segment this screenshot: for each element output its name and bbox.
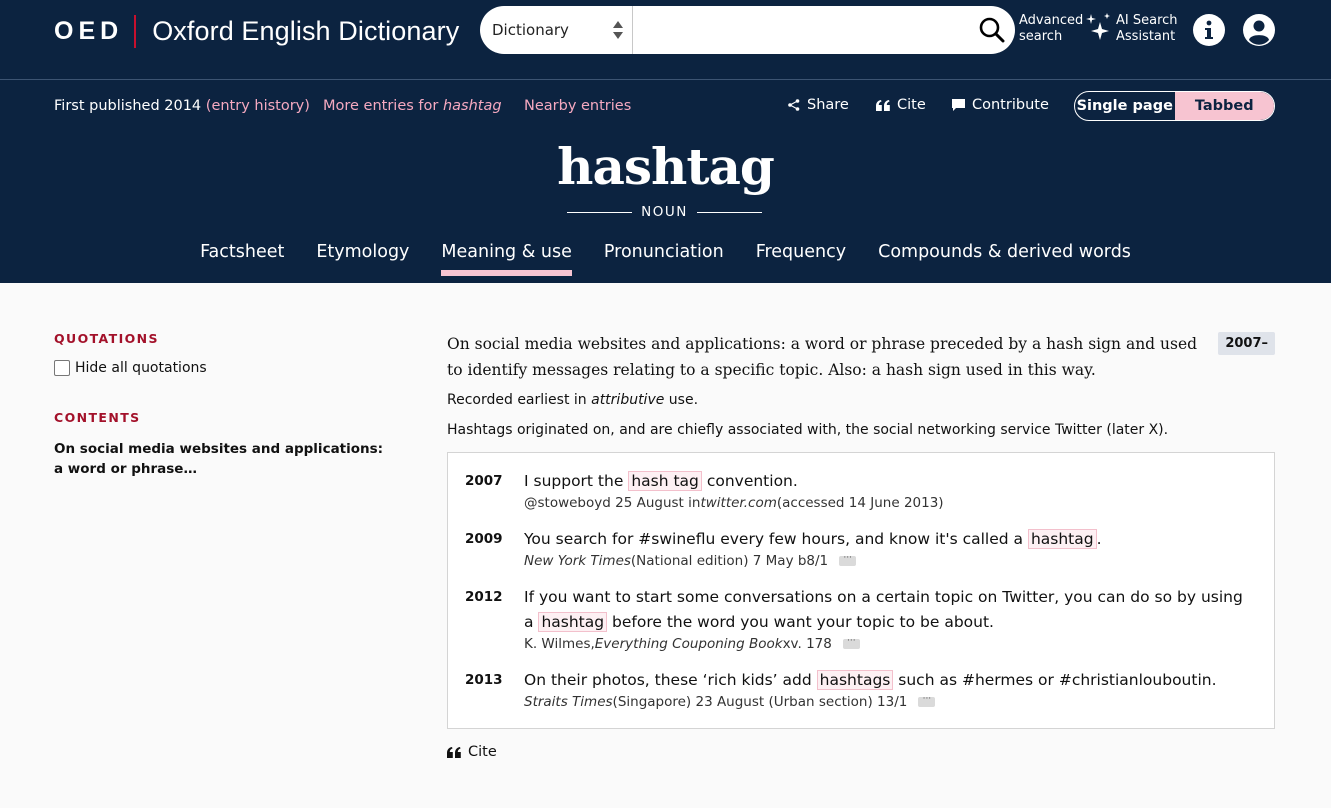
entry-header [0,80,1331,283]
tab-compounds[interactable]: Compounds & derived words [878,242,1131,262]
view-toggle [1074,91,1275,121]
logo-divider [134,15,136,48]
hide-quotations-label: Hide all quotations [75,360,207,376]
user-icon [1243,14,1275,46]
origin-note: Hashtags originated on, and are chiefly associated with, the social networking service Twitter (later X). [447,422,1169,438]
sparkle-icon [1085,12,1113,46]
search-input[interactable] [633,6,969,54]
search-icon [979,17,1005,43]
quote-icon [447,747,461,758]
quotation-text: On their photos, these ‘rich kids’ add hashtags such as #hermes or #christianlouboutin. [524,671,1217,689]
quotation-text: If you want to start some conversations on a certain topic on Twitter, you can do so by using a hashtag before the word you want your topic to be about. [524,588,1243,631]
more-entries-prefix: More entries for [323,98,439,114]
quotation-source: New York Times (National edition) 7 May b8/1 ··· [524,553,1257,569]
contribute-label: Contribute [972,97,1049,113]
meaning-section [447,331,1275,760]
sense-cite-label: Cite [468,744,497,760]
definition: On social media websites and applications: a word or phrase preceded by a hash sign and used to identify messages relating to a specific topic. Also: a hash sign used in this way. [447,335,1198,379]
quotation-row [465,585,1257,652]
advanced-search-line2: search [1019,29,1063,44]
quote-icon [876,100,890,111]
quotation-year: 2013 [465,672,503,688]
quotation-highlight: hash tag [628,471,702,491]
quotation-row [465,668,1257,710]
part-of-speech [567,204,762,220]
ai-search-assistant-link[interactable] [1085,12,1178,46]
quotation-source: @stoweboyd 25 August in twitter.com (accessed 14 June 2013) [524,495,944,511]
advanced-search-link[interactable] [1019,13,1083,45]
logo-name: Oxford English Dictionary [152,15,460,46]
hide-quotations-checkbox[interactable] [54,360,70,376]
quotation-year: 2007 [465,473,503,489]
tabbed-toggle[interactable]: Tabbed [1175,92,1275,120]
quotation-source: Straits Times (Singapore) 23 August (Urban section) 13/1 ··· [524,694,1257,710]
quotations-heading: QUOTATIONS [54,331,159,346]
search-scope-select[interactable] [480,6,633,54]
search-button[interactable] [969,6,1015,54]
quotation-highlight: hashtag [538,612,607,632]
contribute-button[interactable] [952,97,1049,113]
usage-note-post: use. [664,392,699,408]
tab-factsheet[interactable]: Factsheet [200,242,285,262]
first-published-text: First published 2014 [54,98,202,114]
oed-logo[interactable] [54,14,459,48]
quotation-row [465,527,1257,569]
first-published [54,98,310,114]
ai-search-line2: Assistant [1116,29,1176,44]
top-bar [0,0,1331,80]
single-page-toggle[interactable]: Single page [1076,98,1173,114]
contents-heading: CONTENTS [54,410,141,425]
info-button[interactable] [1193,14,1225,46]
quotation-text: I support the hash tag convention. [524,472,798,490]
tab-frequency[interactable]: Frequency [755,242,847,262]
date-range-badge[interactable]: 2007– [1218,332,1275,355]
quotation-year: 2009 [465,531,503,547]
comment-icon [952,99,965,111]
search-bar [480,6,1015,54]
quotation-year: 2012 [465,589,503,605]
expand-quotation-button[interactable]: ··· [839,556,856,566]
quotation-text: You search for #swineflu every few hours, and know it's called a hashtag . [524,530,1102,548]
more-entries-link[interactable] [323,98,502,114]
share-icon [788,99,800,111]
usage-note [447,392,1275,408]
expand-quotation-button[interactable]: ··· [843,639,860,649]
info-icon [1202,20,1216,40]
cite-label: Cite [897,97,926,113]
tab-meaning-and-use[interactable]: Meaning & use [441,242,572,276]
pos-rule-left [567,212,632,213]
quotation-highlight: hashtags [817,670,894,690]
more-entries-word: hashtag [442,98,502,114]
entry-tabs [0,242,1331,276]
cite-button[interactable] [876,97,926,113]
tab-etymology[interactable]: Etymology [316,242,410,262]
entry-history-link[interactable]: (entry history) [205,98,310,114]
quotation-row [465,469,1257,511]
quotations-box [447,452,1275,729]
hide-quotations-option[interactable] [54,360,384,376]
sense-cite-button[interactable] [447,744,1275,760]
sidebar [54,331,384,479]
advanced-search-line1: Advanced [1019,13,1084,28]
search-scope-value: Dictionary [492,21,569,39]
select-arrows-icon [613,21,623,39]
logo-mark: OED [54,16,124,45]
headword: hashtag [557,137,774,196]
contents-item[interactable]: On social media websites and applications: a word or phrase… [54,441,384,477]
pos-rule-right [697,212,762,213]
ai-search-line1: AI Search [1116,13,1178,28]
share-button[interactable] [788,97,849,113]
usage-note-pre: Recorded earliest in [447,392,592,408]
tab-pronunciation[interactable]: Pronunciation [603,242,724,262]
account-button[interactable] [1243,14,1275,46]
quotation-highlight: hashtag [1028,529,1097,549]
nearby-entries-link[interactable]: Nearby entries [524,98,632,114]
pos-label: NOUN [641,204,688,220]
expand-quotation-button[interactable]: ··· [918,697,935,707]
quotation-source: K. Wilmes, Everything Couponing Book xv. 178 ··· [524,636,1257,652]
share-label: Share [807,97,849,113]
usage-note-italic: attributive [591,392,665,408]
